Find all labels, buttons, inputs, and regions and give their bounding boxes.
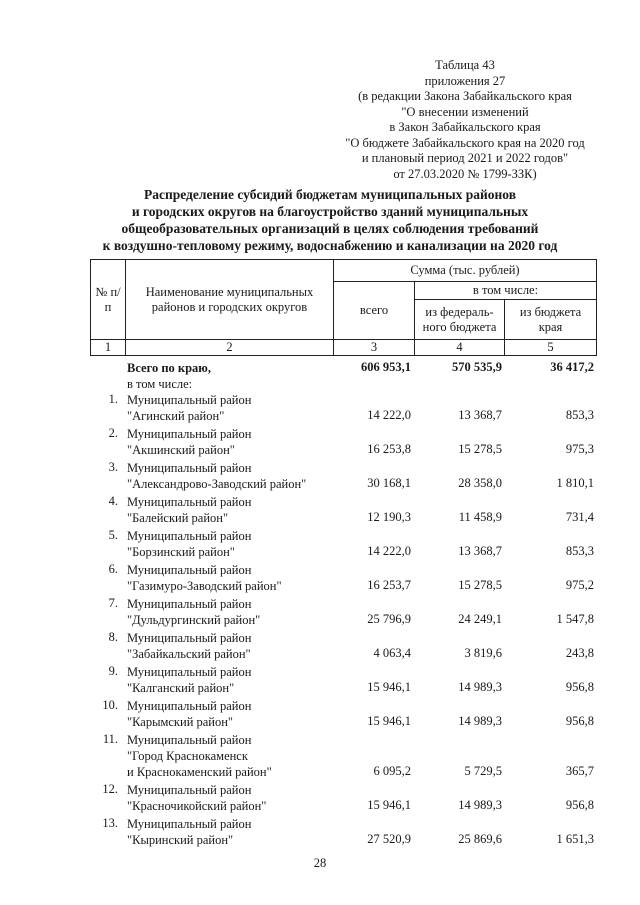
total-row-label xyxy=(127,360,367,392)
row-name xyxy=(127,816,367,848)
row-number: 5. xyxy=(108,528,118,542)
table-row xyxy=(90,664,601,698)
col-num-header: № п/п xyxy=(91,260,126,340)
federal-value: 14 989,3 xyxy=(458,680,502,694)
header-line: приложения 27 xyxy=(424,73,506,88)
title-line: общеобразовательных организаций в целях соблюдения требований xyxy=(121,221,539,236)
col-regional-header: из бюджета края xyxy=(505,300,597,340)
col-sum-header: Сумма (тыс. рублей) xyxy=(334,260,597,282)
total-value: 15 946,1 xyxy=(367,798,411,812)
federal-value: 3 819,6 xyxy=(464,646,502,660)
total-value: 6 095,2 xyxy=(373,764,411,778)
page-number: 28 xyxy=(313,856,327,870)
federal-value: 14 989,3 xyxy=(458,714,502,728)
regional-value: 731,4 xyxy=(565,510,594,524)
table-body xyxy=(90,360,601,850)
federal-value: 25 869,6 xyxy=(458,832,502,846)
row-name-line: Муниципальный район xyxy=(127,699,252,713)
table-row xyxy=(90,630,601,664)
row-name-line: Муниципальный район xyxy=(127,495,252,509)
total-value: 15 946,1 xyxy=(367,680,411,694)
row-number: 4. xyxy=(108,494,118,508)
regional-value: 956,8 xyxy=(565,798,594,812)
col-number: 3 xyxy=(334,340,415,356)
row-name xyxy=(127,782,367,814)
table-row xyxy=(90,782,601,816)
table-row xyxy=(90,596,601,630)
row-name-line: Муниципальный район xyxy=(127,529,252,543)
regional-value: 365,7 xyxy=(565,764,594,778)
row-name-line: Муниципальный район xyxy=(127,563,252,577)
regional-value: 1 547,8 xyxy=(556,612,594,626)
row-name-line: Муниципальный район xyxy=(127,631,252,645)
row-name-line: "Калганский район" xyxy=(127,681,235,695)
regional-value: 1 651,3 xyxy=(556,832,594,846)
header-line: "О внесении изменений xyxy=(401,104,529,119)
col-total-header: всего xyxy=(334,282,415,340)
row-number: 10. xyxy=(102,698,118,712)
row-name-line: "Дульдургинский район" xyxy=(127,613,261,627)
total-value: 25 796,9 xyxy=(367,612,411,626)
row-number: 2. xyxy=(108,426,118,440)
regional-value: 956,8 xyxy=(565,714,594,728)
federal-value: 13 368,7 xyxy=(458,544,502,558)
row-name-line: "Акшинский район" xyxy=(127,443,235,457)
row-name xyxy=(127,392,367,424)
document-header xyxy=(320,58,610,182)
row-number: 13. xyxy=(102,816,118,830)
total-value: 14 222,0 xyxy=(367,408,411,422)
table-row xyxy=(90,816,601,850)
row-name-line: "Забайкальский район" xyxy=(127,647,251,661)
regional-value: 975,2 xyxy=(565,578,594,592)
total-label: Всего по краю, xyxy=(127,361,211,375)
total-value: 606 953,1 xyxy=(361,360,411,374)
col-federal-header: из федераль- ного бюджета xyxy=(415,300,505,340)
federal-value: 13 368,7 xyxy=(458,408,502,422)
header-line: (в редакции Закона Забайкальского края xyxy=(358,89,572,103)
header-line: от 27.03.2020 № 1799-ЗЗК) xyxy=(393,166,537,181)
row-name xyxy=(127,528,367,560)
total-value: 12 190,3 xyxy=(367,510,411,524)
header-line: в Закон Забайкальского края xyxy=(389,120,541,134)
table-row xyxy=(90,426,601,460)
row-name-line: "Карымский район" xyxy=(127,715,234,729)
row-name-line: Муниципальный район xyxy=(127,427,252,441)
federal-value: 11 458,9 xyxy=(458,510,502,524)
row-name-line: "Борзинский район" xyxy=(127,545,235,559)
table-row xyxy=(90,460,601,494)
title-line: к воздушно-тепловому режиму, водоснабжению и канализации на 2020 год xyxy=(102,238,558,253)
row-name-line: "Александрово-Заводский район" xyxy=(127,477,307,491)
row-number: 1. xyxy=(108,392,118,406)
row-name xyxy=(127,562,367,594)
federal-value: 28 358,0 xyxy=(458,476,502,490)
regional-value: 975,3 xyxy=(565,442,594,456)
col-number: 4 xyxy=(415,340,505,356)
row-name-line: "Балейский район" xyxy=(127,511,229,525)
title-line: и городских округов на благоустройство зданий муниципальных xyxy=(131,204,529,219)
row-name-line: "Город Краснокаменск xyxy=(127,749,248,763)
row-number: 3. xyxy=(108,460,118,474)
row-number: 11. xyxy=(102,732,118,746)
col-name-header: Наименование муниципальных районов и городских округов xyxy=(126,260,334,340)
row-name-line: Муниципальный район xyxy=(127,733,252,747)
total-value: 27 520,9 xyxy=(367,832,411,846)
row-name-line: Муниципальный район xyxy=(127,597,252,611)
document-title xyxy=(60,186,600,254)
row-name-line: "Кыринский район" xyxy=(127,833,234,847)
federal-value: 15 278,5 xyxy=(458,578,502,592)
row-name xyxy=(127,630,367,662)
total-row xyxy=(90,360,601,392)
row-name xyxy=(127,426,367,458)
regional-value: 1 810,1 xyxy=(556,476,594,490)
table-row xyxy=(90,392,601,426)
title-line: Распределение субсидий бюджетам муниципальных районов xyxy=(143,187,517,202)
table-row xyxy=(90,732,601,782)
table-row xyxy=(90,562,601,596)
total-sub-label: в том числе: xyxy=(127,377,193,391)
total-value: 16 253,8 xyxy=(367,442,411,456)
table-row xyxy=(90,494,601,528)
row-name-line: "Газимуро-Заводский район" xyxy=(127,579,282,593)
regional-value: 956,8 xyxy=(565,680,594,694)
row-name-line: Муниципальный район xyxy=(127,393,252,407)
total-value: 14 222,0 xyxy=(367,544,411,558)
total-value: 15 946,1 xyxy=(367,714,411,728)
regional-value: 36 417,2 xyxy=(550,360,594,374)
col-incl-header: в том числе: xyxy=(415,282,597,300)
table-header xyxy=(90,259,597,356)
total-value: 30 168,1 xyxy=(367,476,411,490)
row-name-line: Муниципальный район xyxy=(127,461,252,475)
total-value: 4 063,4 xyxy=(373,646,411,660)
federal-value: 15 278,5 xyxy=(458,442,502,456)
row-number: 9. xyxy=(108,664,118,678)
row-name-line: Муниципальный район xyxy=(127,783,252,797)
row-name-line: "Агинский район" xyxy=(127,409,225,423)
regional-value: 853,3 xyxy=(565,408,594,422)
row-name xyxy=(127,732,367,780)
row-name xyxy=(127,596,367,628)
header-line: и плановый период 2021 и 2022 годов" xyxy=(361,151,569,165)
row-name-line: Муниципальный район xyxy=(127,665,252,679)
col-number: 5 xyxy=(505,340,597,356)
row-name-line: Муниципальный район xyxy=(127,817,252,831)
federal-value: 14 989,3 xyxy=(458,798,502,812)
regional-value: 243,8 xyxy=(565,646,594,660)
federal-value: 24 249,1 xyxy=(458,612,502,626)
federal-value: 570 535,9 xyxy=(452,360,502,374)
row-number: 6. xyxy=(108,562,118,576)
col-number: 1 xyxy=(91,340,126,356)
row-name-line: "Красночикойский район" xyxy=(127,799,267,813)
header-line: Таблица 43 xyxy=(435,58,495,72)
table-row xyxy=(90,528,601,562)
row-name xyxy=(127,664,367,696)
table-row xyxy=(90,698,601,732)
row-name-line: и Краснокаменский район" xyxy=(127,765,272,779)
federal-value: 5 729,5 xyxy=(464,764,502,778)
row-number: 8. xyxy=(108,630,118,644)
row-name xyxy=(127,698,367,730)
total-value: 16 253,7 xyxy=(367,578,411,592)
row-number: 12. xyxy=(102,782,118,796)
col-number: 2 xyxy=(126,340,334,356)
row-name xyxy=(127,494,367,526)
header-line: "О бюджете Забайкальского края на 2020 год xyxy=(345,135,585,150)
row-number: 7. xyxy=(108,596,118,610)
row-name xyxy=(127,460,367,492)
regional-value: 853,3 xyxy=(565,544,594,558)
